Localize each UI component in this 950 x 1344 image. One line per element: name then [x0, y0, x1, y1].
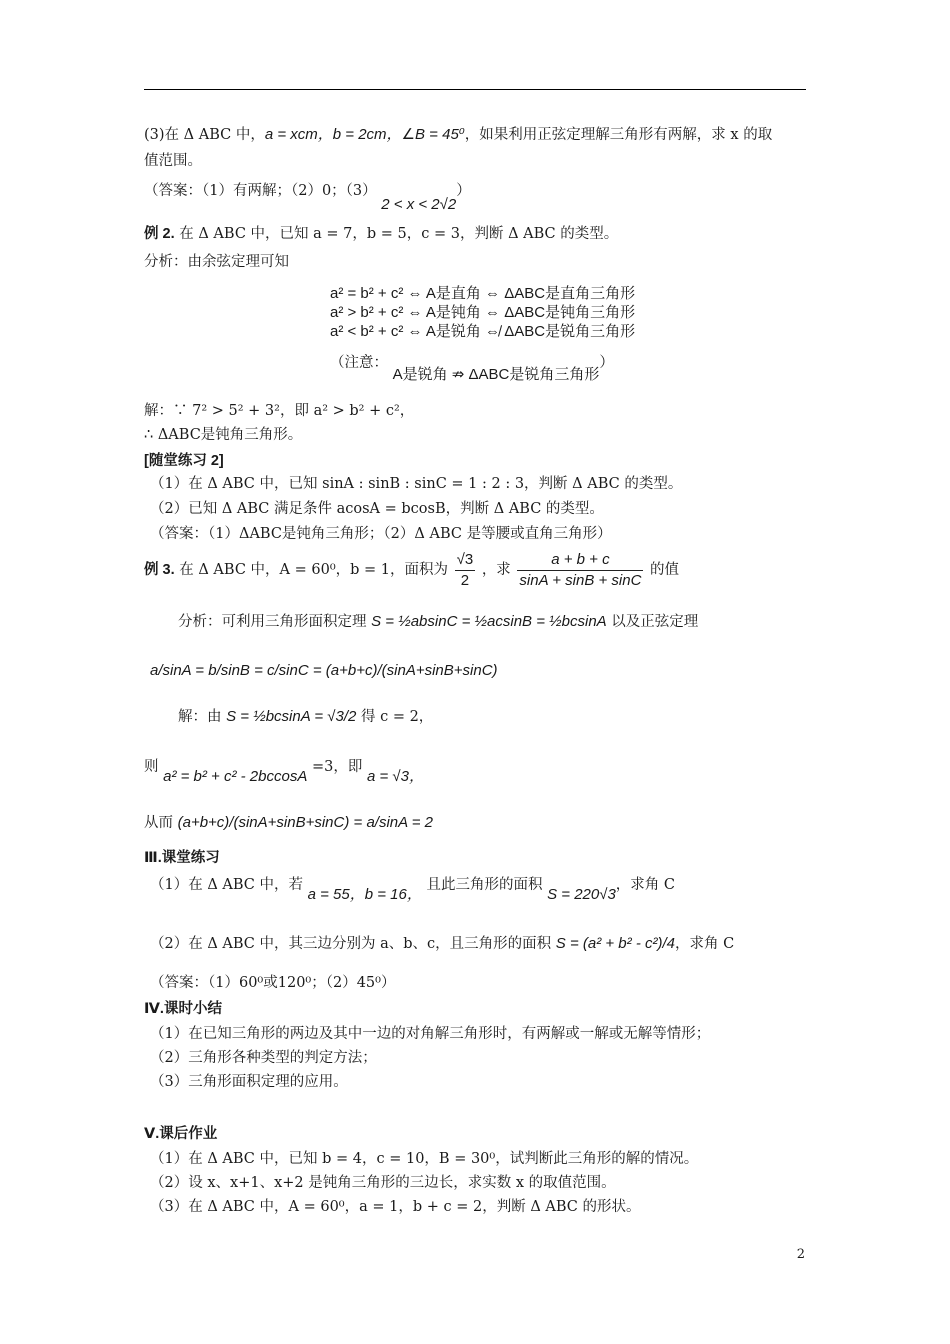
practice2-title: [随堂练习 2] — [144, 453, 224, 469]
section4-item-3: （3）三角形面积定理的应用。 — [150, 1074, 348, 1090]
section5-item-1: （1）在 Δ ABC 中，已知 b = 4，c = 10，B = 30⁰，试判断此三角形的解的情况。 — [150, 1151, 699, 1167]
ex2-note: （注意： A是锐角 ⇏ ΔABC是锐角三角形） — [330, 355, 614, 383]
section5-item-3: （3）在 Δ ABC 中，A = 60⁰，a = 1，b + c = 2，判断 Δ ABC 的形状。 — [150, 1199, 641, 1215]
ex1-answer: （答案：（1）有两解；（2）0；（3） 2 < x < 2√2） — [144, 183, 471, 213]
ex2-rule-2: a² > b² + c² ⇔ A是钝角 ⇔ ΔABC是钝角三角形 — [330, 304, 636, 321]
ex2-rule-1: a² = b² + c² ⇔ A是直角 ⇔ ΔABC是直角三角形 — [330, 285, 636, 302]
section4-title: Ⅳ.课时小结 — [144, 1001, 222, 1017]
ex3-then: 则 a² = b² + c² - 2bccosA =3，即 a = √3， — [144, 759, 424, 785]
section3-q1: （1）在 Δ ABC 中，若 a = 55，b = 16， 且此三角形的面积 S = 220√3，求角 C — [150, 877, 676, 903]
practice2-item-1: （1）在 Δ ABC 中，已知 sinA : sinB : sinC = 1 : 2 : 3，判断 Δ ABC 的类型。 — [150, 476, 683, 492]
law-of-sines: a/sinA = b/sinB = c/sinC = (a+b+c)/(sinA+sinB+sinC) — [150, 662, 498, 679]
ex2-analysis: 分析：由余弦定理可知 — [144, 254, 289, 270]
section3-answer: （答案：（1）60⁰或120⁰；（2）45⁰） — [150, 975, 396, 991]
section4-item-2: （2）三角形各种类型的判定方法； — [150, 1050, 377, 1066]
ex2-rule-3: a² < b² + c² ⇔ A是锐角 ⇎ ΔABC是锐角三角形 — [330, 323, 636, 340]
target-fraction: $\frac{a + b + c}{\sin A + \sin B + \sin C}$ — [519, 550, 642, 589]
ex3-thus: 从而 (a+b+c)/(sinA+sinB+sinC) = a/sinA = 2 — [144, 814, 434, 831]
section4-item-1: （1）在已知三角形的两边及其中一边的对角解三角形时，有两解或一解或无解等情形； — [150, 1026, 711, 1042]
ex3-statement: 例 3. 在 Δ ABC 中，A = 60⁰，b = 1，面积为 $\frac{√3}{2}$ ，求 $\frac{a + b + c}{\sin A + \sin B + \sin C}$ 的值 — [144, 550, 680, 589]
section3-q2: （2）在 Δ ABC 中，其三边分别为 a、b、c，且三角形的面积 S = (a² + b² - c²)/4，求角 C — [150, 935, 735, 952]
section5-title: Ⅴ.课后作业 — [144, 1126, 218, 1142]
ex1-part3-line2: 值范围。 — [144, 153, 202, 169]
ex1-part3-line1: (3)在 Δ ABC 中，a = xcm，b = 2cm，∠B = 45⁰，如果利用正弦定理解三角形有两解，求 x 的取 — [144, 126, 773, 143]
section3-title: Ⅲ.课堂练习 — [144, 850, 220, 866]
ex3-analysis: 分析：可利用三角形面积定理 S = ½absinC = ½acsinB = ½bcsinA 以及正弦定理 — [178, 613, 699, 630]
header-rule — [144, 89, 806, 90]
ex2-solution-1: 解：∵ 7² > 5² + 3²，即 a² > b² + c²， — [144, 403, 415, 419]
page-number: 2 — [796, 1247, 805, 1262]
section5-item-2: （2）设 x、x+1、x+2 是钝角三角形的三边长，求实数 x 的取值范围。 — [150, 1175, 616, 1191]
area-fraction: $\frac{√3}{2}$ — [456, 550, 474, 589]
ex2-statement: 例 2. 在 Δ ABC 中，已知 a = 7，b = 5，c = 3，判断 Δ ABC 的类型。 — [144, 226, 619, 242]
practice2-answer: （答案：（1）ΔABC是钝角三角形；（2）Δ ABC 是等腰或直角三角形） — [150, 526, 612, 542]
ex3-solution: 解：由 S = ½bcsinA = √3/2 得 c = 2， — [178, 708, 434, 725]
practice2-item-2: （2）已知 Δ ABC 满足条件 acosA = bcosB，判断 Δ ABC 的类型。 — [150, 501, 604, 517]
ex2-solution-2: ∴ ΔABC是钝角三角形。 — [144, 427, 303, 443]
